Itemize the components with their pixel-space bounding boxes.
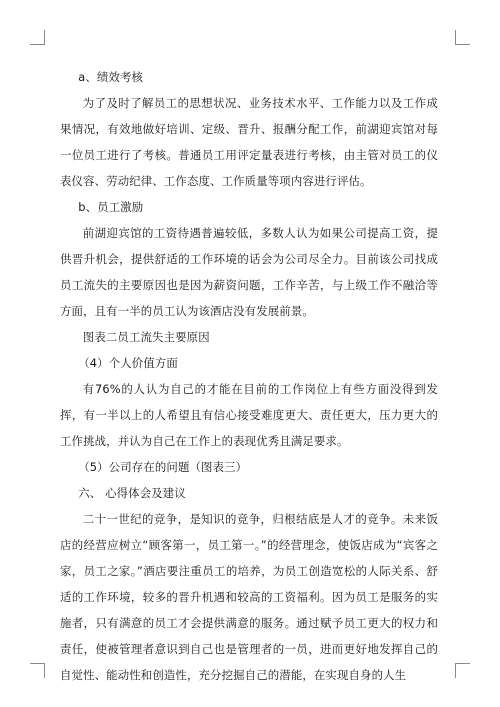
figure-caption-turnover-reasons: 图表二员工流失主要原因: [82, 330, 210, 344]
section-heading-personal-value: （4）个人价值方面: [78, 356, 178, 370]
crop-mark-top-left: [30, 30, 45, 45]
crop-mark-bottom-left: [30, 663, 45, 678]
section-heading-reflections: 六、 心得体会及建议: [78, 486, 186, 500]
paragraph-personal-value: 有76%的人认为自己的才能在目前的工作岗位上有些方面没得到发挥，有一半以上的人希望且有信心接受难度更大、责任更大，压力更大的工作挑战，并认为自己在工作上的表现优秀且满足要求。: [60, 382, 438, 448]
section-heading-company-problems: （5）公司存在的问题（图表三）: [78, 460, 248, 474]
document-body: [60, 64, 438, 688]
paragraph-employee-incentives: 前湖迎宾馆的工资待遇普遍较低，多数人认为如果公司提高工资，提供晋升机会，提供舒适的工作环境的话会为公司尽全力。目前该公司找成员工流失的主要原因也是因为薪资问题，工作辛苦，与上级工作不融洽等方面，且有一半的员工认为该酒店没有发展前景。: [60, 226, 438, 318]
paragraph-performance-appraisal: 为了及时了解员工的思想状况、业务技术水平、工作能力以及工作成果情况，有效地做好培训、定级、晋升、报酬分配工作，前湖迎宾馆对每一位员工进行了考核。普通员工用评定量表进行考核，由主管对员工的仪表仪容、劳动纪律、工作态度、工作质量等项内容进行评估。: [60, 96, 438, 188]
crop-mark-bottom-right: [455, 663, 470, 678]
paragraph-reflections: 二十一世纪的竞争，是知识的竞争，归根结底是人才的竞争。未来饭店的经营应树立“顾客第一，员工第一。”的经营理念，使饭店成为“宾客之家，员工之家。”酒店要注重员工的培养，为员工创造宽松的人际关系、舒适的工作环境，较多的晋升机遇和较高的工资福利。因为员工是服务的实施者，只有满意的员工才会提供满意的服务。通过赋予员工更大的权力和责任，使被管理者意识到自己也是管理者的一员，进而更好地发挥自己的自觉性、能动性和创造性，充分挖掘自己的潜能，在实现自身的人生: [60, 512, 438, 682]
section-heading-performance-appraisal: a、绩效考核: [78, 70, 144, 84]
crop-mark-top-right: [455, 30, 470, 45]
section-heading-employee-incentives: b、员工激励: [78, 200, 144, 214]
